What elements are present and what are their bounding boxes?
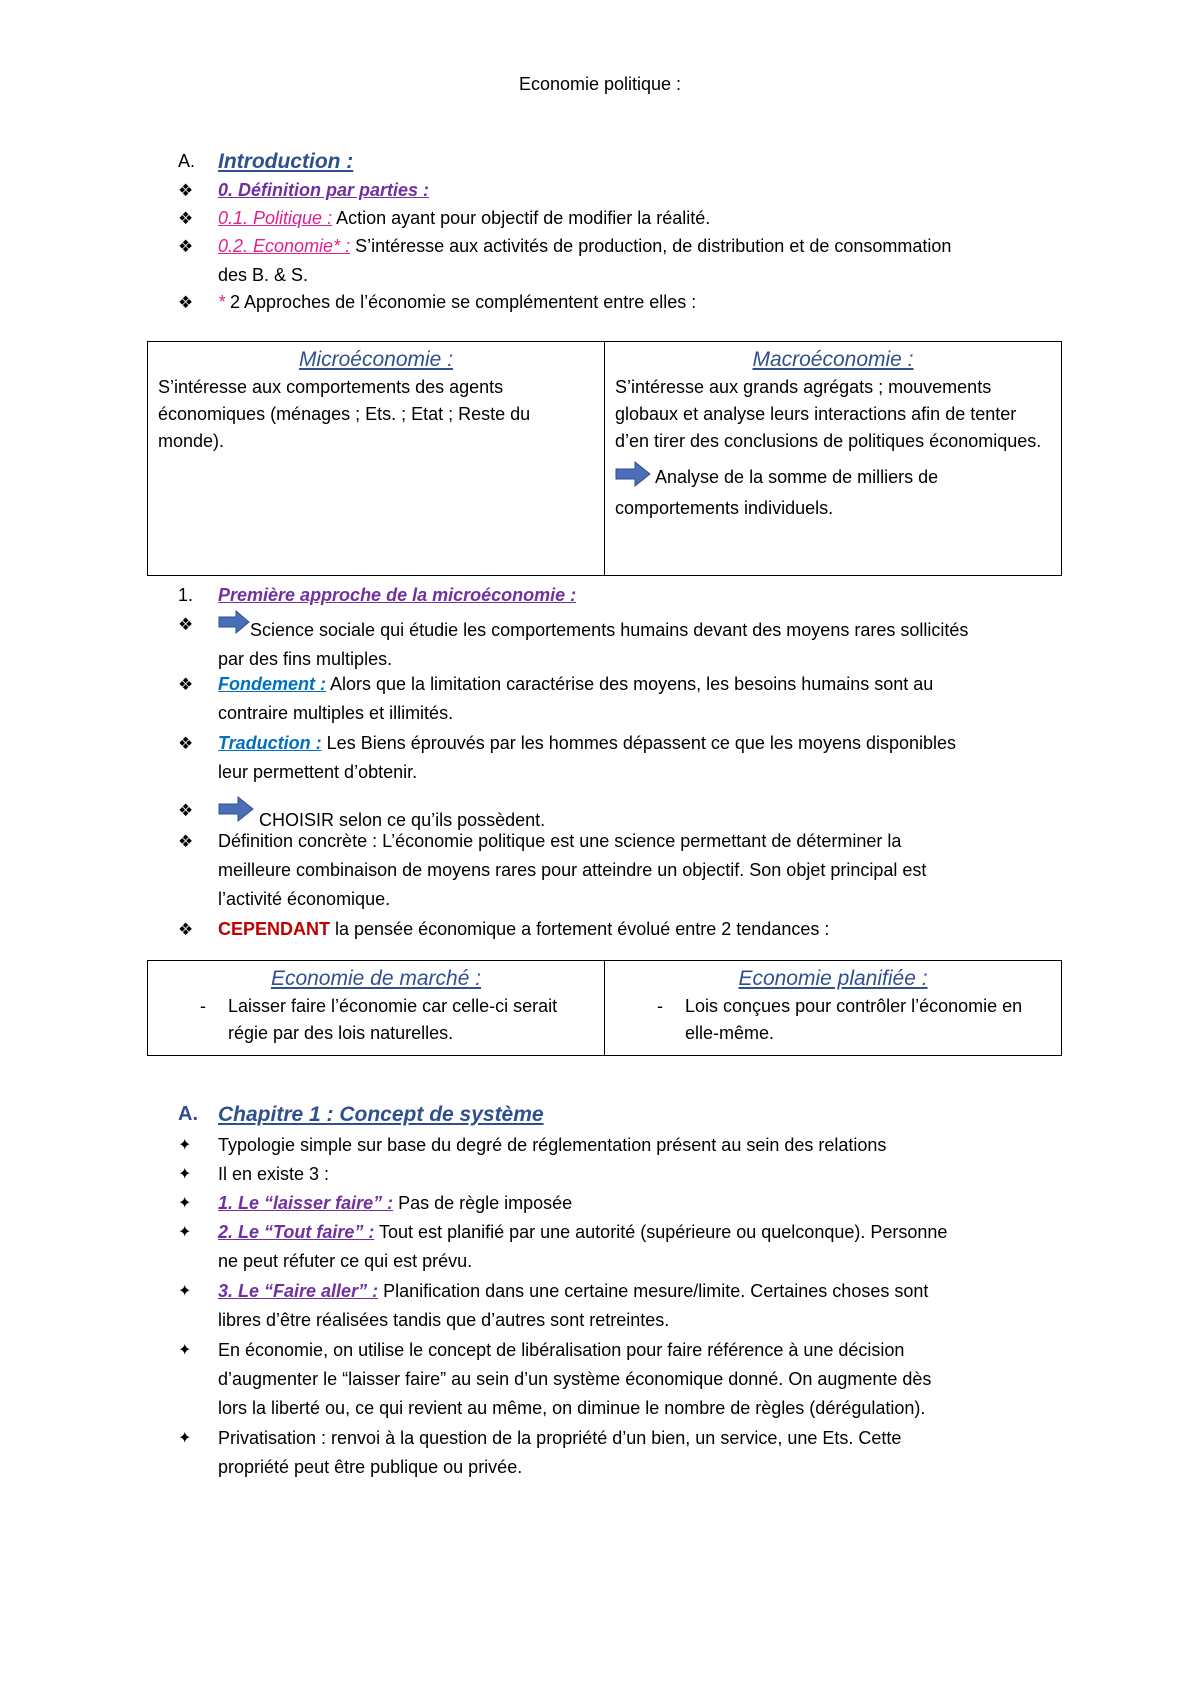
four-diamond-bullet-icon: ❖ [178,734,194,753]
four-diamond-bullet-icon: ❖ [178,675,194,694]
four-diamond-bullet-icon: ❖ [178,237,194,256]
bullet-text-cont: libres d’être réalisées tandis que d’autres sont retreintes. [218,1310,670,1330]
bullet-label: Traduction : [218,733,322,753]
bullet-text: la pensée économique a fortement évolué entre 2 tendances : [330,919,830,939]
bullet-label: 0. Définition par parties : [218,180,430,200]
market-economy-text: Laisser faire l’économie car celle-ci serait régie par des lois naturelles. [228,996,558,1043]
bullet-text: S’intéresse aux activités de production, de distribution et de consommation [350,236,952,256]
market-economy-cell [148,961,605,1056]
bullet-text: Définition concrète : L’économie politique est une science permettant de déterminer la [218,831,902,851]
bullet-text-cont: propriété peut être publique ou privée. [218,1457,523,1477]
diamond-bullet-icon: ✦ [178,1195,192,1212]
market-economy-heading: Economie de marché : [270,967,482,990]
right-arrow-icon [218,610,250,643]
bullet-text-cont: ne peut réfuter ce qui est prévu. [218,1251,473,1271]
diamond-bullet-icon: ✦ [178,1224,192,1241]
micro-macro-table [147,341,1062,576]
macro-heading: Macroéconomie : [752,348,914,371]
diamond-bullet-icon: ✦ [178,1166,192,1183]
document-title: Economie politique : [518,74,682,94]
planned-economy-cell [605,961,1062,1056]
chapter-letter: A. [178,1103,198,1125]
four-diamond-bullet-icon: ❖ [178,920,194,939]
diamond-bullet-icon: ✦ [178,1283,192,1300]
right-arrow-icon [218,796,254,831]
micro-approach-heading: Première approche de la microéconomie : [218,585,577,605]
bullet-text: Action ayant pour objectif de modifier la réalité. [332,208,711,228]
macro-arrow-text: Analyse de la somme de milliers de comportements individuels. [615,467,939,518]
right-arrow-icon [615,461,651,495]
bullet-text: Typologie simple sur base du degré de réglementation présent au sein des relations [218,1135,887,1155]
micro-heading: Microéconomie : [298,348,454,371]
intro-heading: Introduction : [218,150,354,173]
four-diamond-bullet-icon: ❖ [178,209,194,228]
bullet-label: 3. Le “Faire aller” : [218,1281,379,1301]
diamond-bullet-icon: ✦ [178,1342,192,1359]
bullet-label: CEPENDANT [218,919,331,939]
micro-number: 1. [178,585,194,605]
four-diamond-bullet-icon: ❖ [178,615,194,634]
bullet-label: 2. Le “Tout faire” : [218,1222,375,1242]
bullet-text-cont: d’augmenter le “laisser faire” au sein d’un système économique donné. On augmente dès [218,1369,932,1389]
four-diamond-bullet-icon: ❖ [178,181,194,200]
bullet-text-cont2: l’activité économique. [218,889,391,909]
macro-cell [605,342,1062,576]
bullet-text-cont: par des fins multiples. [218,649,393,669]
bullet-label: Fondement : [218,674,326,694]
bullet-label: 0.1. Politique : [218,208,333,228]
bullet-text-cont: des B. & S. [218,265,309,285]
bullet-text-cont2: lors la liberté ou, ce qui revient au même, on diminue le nombre de règles (dérégulation). [218,1398,926,1418]
dash-bullet: - [200,996,206,1016]
macro-text: S’intéresse aux grands agrégats ; mouvements globaux et analyse leurs interactions afin de tenter d’en tirer des conclusions de politiques économiques. [615,377,1042,451]
diamond-bullet-icon: ✦ [178,1137,192,1154]
economy-types-table [147,960,1062,1056]
bullet-text: Tout est planifié par une autorité (supérieure ou quelconque). Personne [374,1222,948,1242]
bullet-text-cont: leur permettent d’obtenir. [218,762,418,782]
four-diamond-bullet-icon: ❖ [178,801,194,820]
diamond-bullet-icon: ✦ [178,1430,192,1447]
micro-cell [148,342,605,576]
bullet-label: 0.2. Economie* : [218,236,351,256]
chapter-heading: Chapitre 1 : Concept de système [218,1103,544,1126]
bullet-label: * [218,292,226,312]
micro-text: S’intéresse aux comportements des agents économiques (ménages ; Ets. ; Etat ; Reste du monde). [158,377,531,451]
planned-economy-text: Lois conçues pour contrôler l’économie en elle-même. [685,996,1023,1043]
bullet-text: 2 Approches de l’économie se complémentent entre elles : [225,292,697,312]
four-diamond-bullet-icon: ❖ [178,293,194,312]
bullet-text: CHOISIR selon ce qu’ils possèdent. [254,810,546,830]
bullet-text: Privatisation : renvoi à la question de la propriété d’un bien, un service, une Ets. Cette [218,1428,902,1448]
bullet-label: 1. Le “laisser faire” : [218,1193,394,1213]
planned-economy-heading: Economie planifiée : [738,967,928,990]
bullet-text-cont: contraire multiples et illimités. [218,703,454,723]
bullet-text-cont: meilleure combinaison de moyens rares pour atteindre un objectif. Son objet principal est [218,860,927,880]
bullet-text: Science sociale qui étudie les comportements humains devant des moyens rares sollicités [250,620,969,640]
bullet-text: Il en existe 3 : [218,1164,330,1184]
four-diamond-bullet-icon: ❖ [178,832,194,851]
intro-letter: A. [178,151,196,171]
bullet-text: En économie, on utilise le concept de libéralisation pour faire référence à une décision [218,1340,905,1360]
bullet-text: Les Biens éprouvés par les hommes dépassent ce que les moyens disponibles [321,733,957,753]
dash-bullet: - [657,996,663,1016]
bullet-text: Pas de règle imposée [393,1193,573,1213]
bullet-text: Alors que la limitation caractérise des moyens, les besoins humains sont au [326,674,934,694]
bullet-text: Planification dans une certaine mesure/limite. Certaines choses sont [378,1281,929,1301]
